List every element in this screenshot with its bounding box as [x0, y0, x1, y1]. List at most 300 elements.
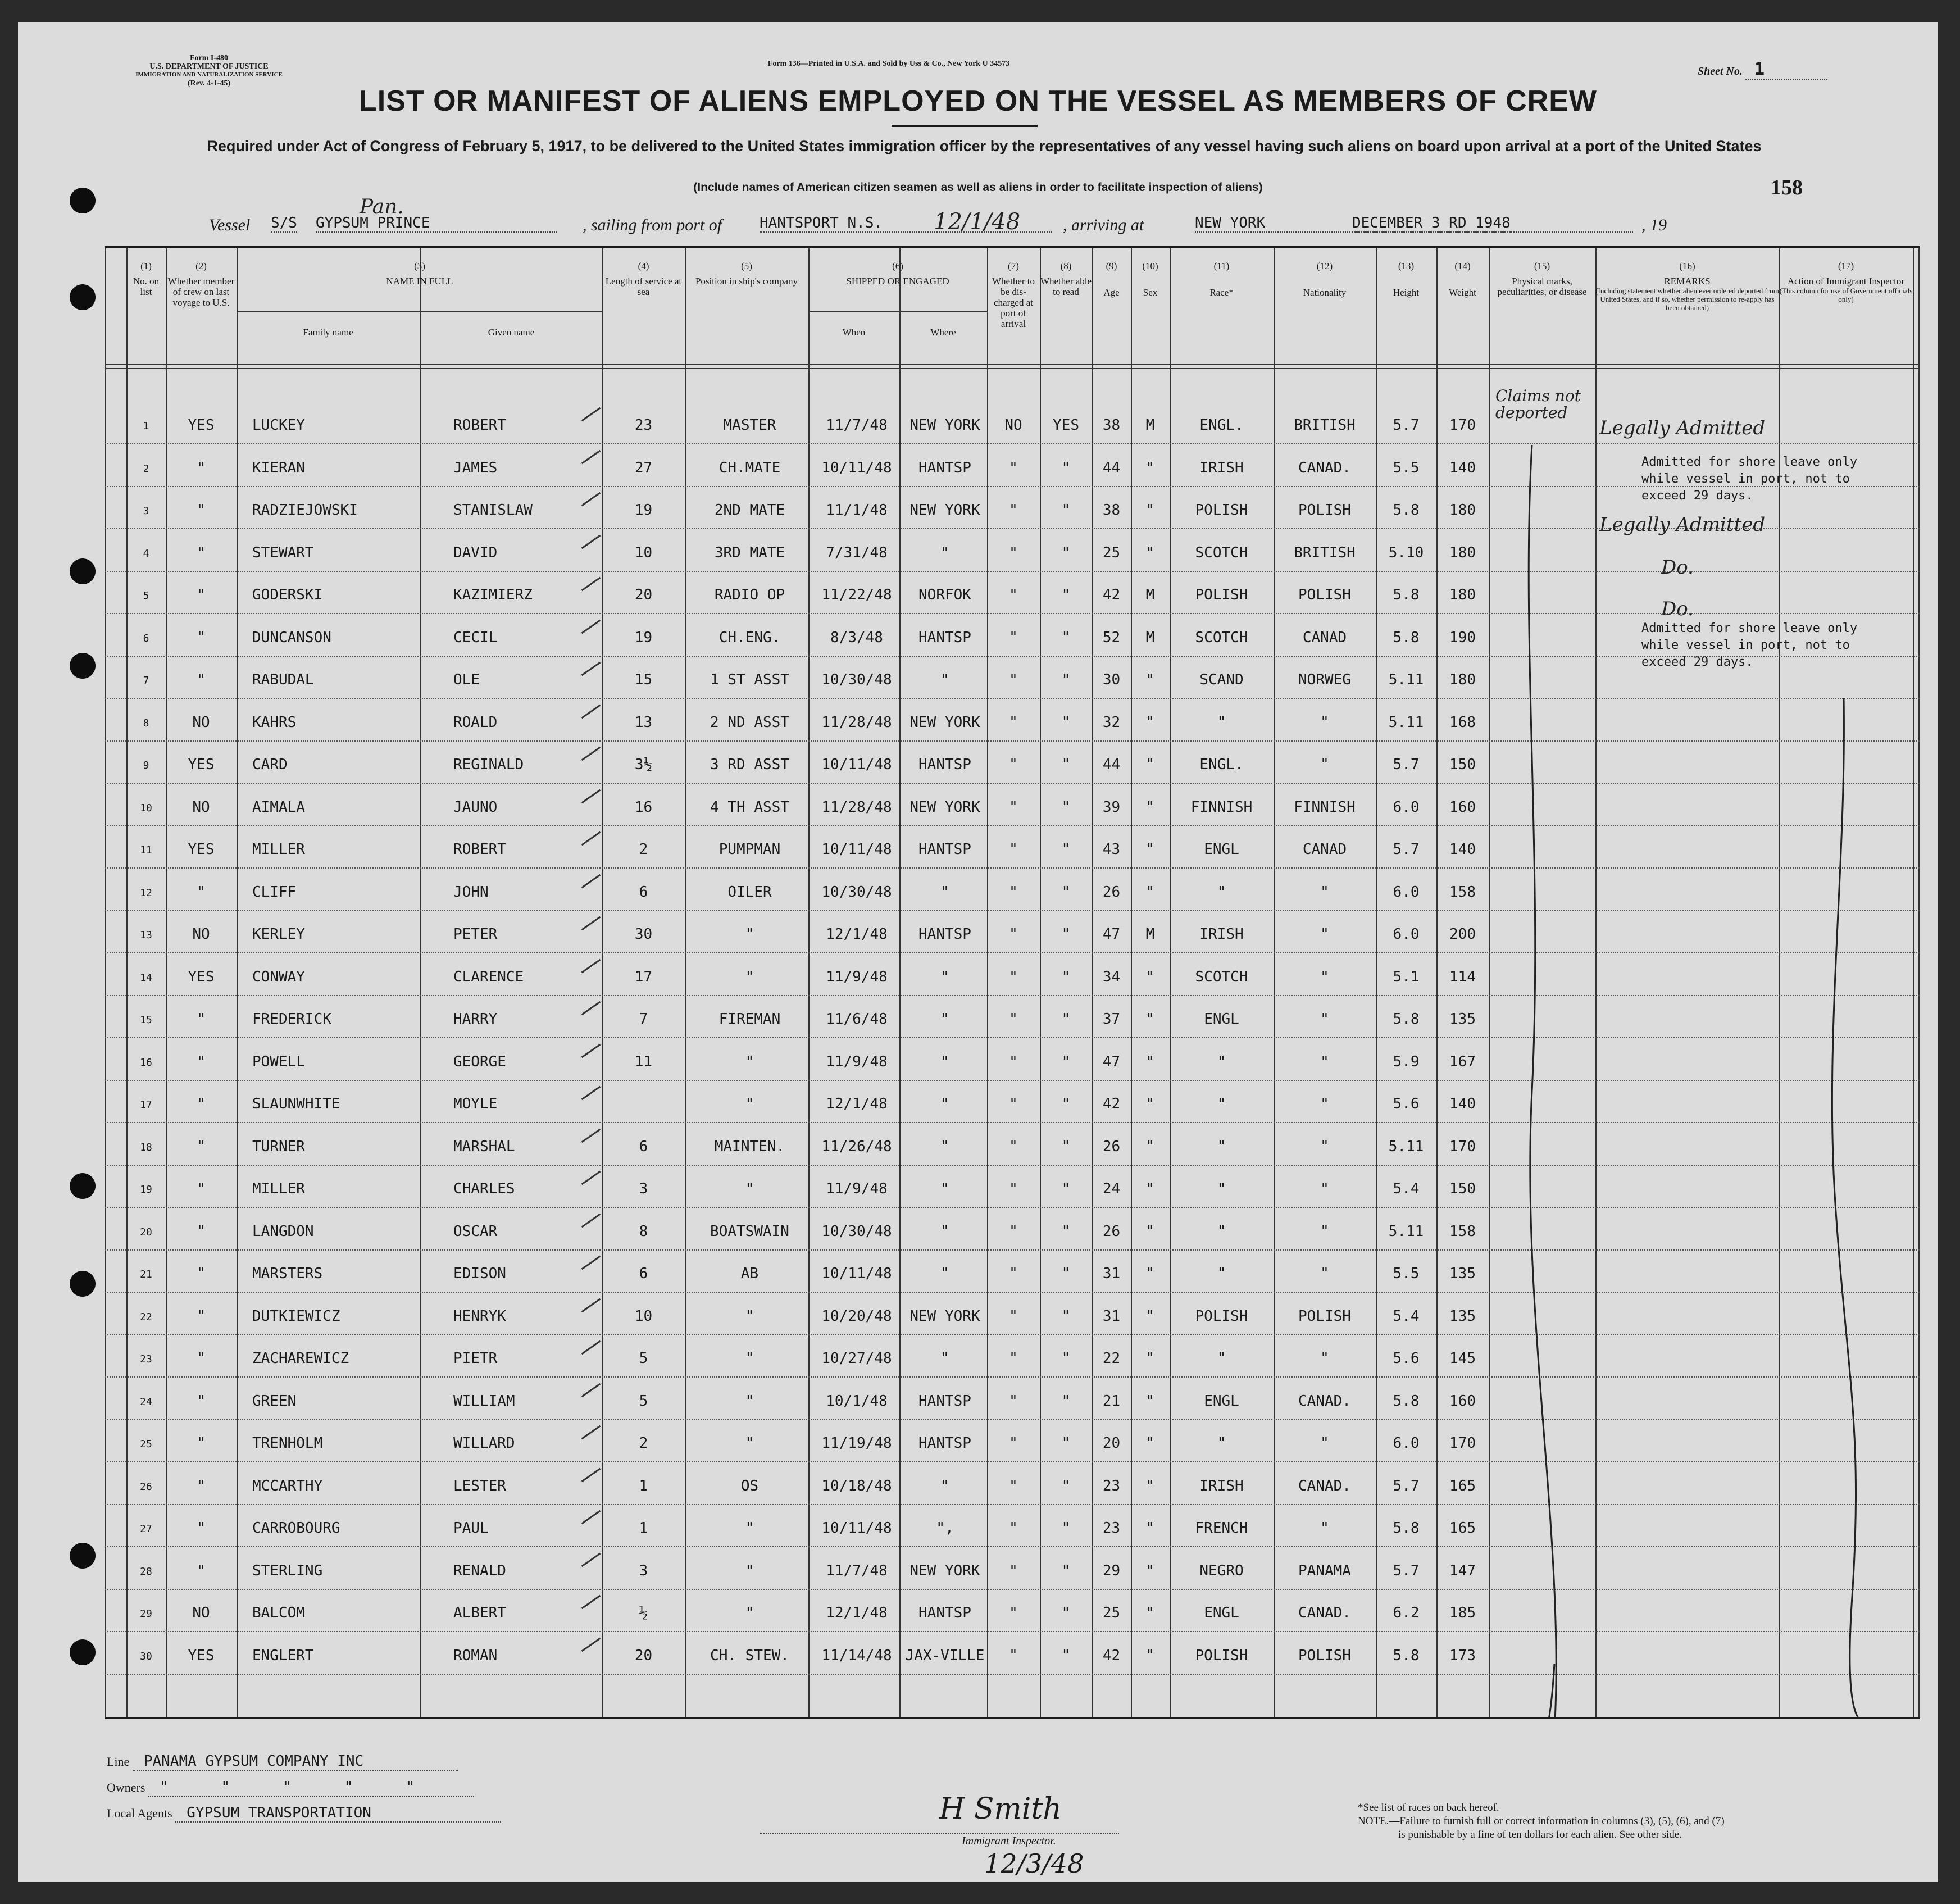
- form-subtitle: Required under Act of Congress of February 5, 1917, to be delivered to the United States immigration officer by the representatives of any vessel having such aliens on board upon arrival at a port of the United States: [207, 138, 1762, 154]
- cell-shipped-where: ": [940, 1096, 949, 1112]
- table-row: [105, 1547, 1920, 1590]
- cell-nationality: BRITISH: [1294, 417, 1356, 434]
- cell-able-to-read: ": [1061, 798, 1071, 816]
- cell-age: 47: [1102, 926, 1121, 943]
- table-row: [105, 1165, 1920, 1208]
- cell-family-name: ENGLERT: [252, 1647, 314, 1664]
- punch-hole: [70, 284, 96, 310]
- cell-discharge: ": [1009, 1605, 1018, 1621]
- cell-row-number: 3: [143, 505, 149, 517]
- table-row: [105, 698, 1920, 742]
- cell-nationality: ": [1320, 1350, 1329, 1367]
- cell-height: 5.9: [1393, 1053, 1420, 1070]
- cell-position: 3RD MATE: [714, 544, 785, 561]
- cell-weight: 180: [1449, 587, 1476, 603]
- cell-able-to-read: ": [1061, 756, 1071, 773]
- cell-height: 6.0: [1393, 798, 1420, 816]
- cell-shipped-when: 10/30/48: [821, 671, 892, 688]
- cell-age: 43: [1102, 841, 1121, 858]
- vessel-name: GYPSUM PRINCE: [316, 215, 557, 233]
- cell-family-name: KIERAN: [252, 459, 305, 476]
- cell-able-to-read: ": [1061, 1138, 1071, 1155]
- cell-position: ": [745, 1350, 754, 1367]
- cell-weight: 140: [1449, 459, 1476, 476]
- cell-sex: ": [1145, 1223, 1155, 1240]
- cell-shipped-when: 11/7/48: [826, 1562, 888, 1579]
- punch-hole: [70, 1543, 96, 1569]
- cell-able-to-read: ": [1061, 1562, 1071, 1579]
- cell-service-years: 20: [634, 587, 653, 603]
- cell-position: 4 TH ASST: [710, 798, 789, 816]
- cell-shipped-where: ",: [936, 1520, 954, 1537]
- cell-race: FINNISH: [1190, 798, 1253, 816]
- cell-race: POLISH: [1195, 1307, 1248, 1325]
- cell-age: 32: [1102, 714, 1121, 731]
- cell-shipped-when: 11/22/48: [821, 587, 892, 603]
- cell-family-name: GREEN: [252, 1392, 297, 1410]
- cell-able-to-read: ": [1061, 714, 1071, 731]
- cell-family-name: TRENHOLM: [252, 1435, 323, 1452]
- cell-sex: M: [1145, 417, 1155, 434]
- cell-sex: ": [1145, 1562, 1155, 1579]
- table-row: [105, 1292, 1920, 1335]
- cell-sex: ": [1145, 883, 1155, 901]
- cell-prev-voyage: ": [197, 1180, 206, 1197]
- cell-shipped-when: 12/1/48: [826, 926, 888, 943]
- cell-discharge: ": [1009, 1392, 1018, 1410]
- cell-row-number: 23: [140, 1353, 152, 1365]
- cell-height: 5.7: [1393, 756, 1420, 773]
- cell-prev-voyage: NO: [192, 926, 210, 943]
- manifest-page: [18, 22, 1938, 1882]
- cell-shipped-where: NEW YORK: [909, 1307, 980, 1325]
- cell-nationality: CANAD.: [1298, 1605, 1351, 1621]
- cell-prev-voyage: ": [197, 1435, 206, 1452]
- cell-race: SCOTCH: [1195, 544, 1248, 561]
- cell-race: ENGL: [1204, 841, 1239, 858]
- cell-weight: 180: [1449, 502, 1476, 519]
- cell-shipped-when: 7/31/48: [826, 544, 888, 561]
- table-row: [105, 783, 1920, 826]
- cell-able-to-read: ": [1061, 926, 1071, 943]
- cell-discharge: ": [1009, 1307, 1018, 1325]
- cell-height: 5.8: [1393, 587, 1420, 603]
- arrival-date: DECEMBER 3 RD 1948: [1352, 215, 1511, 231]
- cell-service-years: 13: [634, 714, 653, 731]
- cell-service-years: 5: [639, 1392, 648, 1410]
- arrival-port: NEW YORK: [1195, 215, 1633, 233]
- cell-given-name: GEORGE: [453, 1053, 506, 1070]
- cell-discharge: ": [1009, 1520, 1018, 1537]
- cell-prev-voyage: YES: [188, 841, 215, 858]
- cell-family-name: RABUDAL: [252, 671, 314, 688]
- sheet-value: 1: [1745, 60, 1827, 80]
- shore-leave-note: Admitted for shore leave only while vessel in port, not to exceed 29 days.: [1641, 621, 1858, 669]
- cell-able-to-read: ": [1061, 1435, 1071, 1452]
- cell-discharge: ": [1009, 1180, 1018, 1197]
- form-identifier: [102, 54, 316, 88]
- cell-age: 21: [1102, 1392, 1121, 1410]
- cell-nationality: CANAD: [1302, 841, 1347, 858]
- cell-race: SCAND: [1199, 671, 1244, 688]
- cell-sex: ": [1145, 1307, 1155, 1325]
- cell-shipped-when: 10/30/48: [821, 883, 892, 901]
- cell-service-years: 6: [639, 1138, 648, 1155]
- cell-age: 47: [1102, 1053, 1121, 1070]
- cell-height: 5.4: [1393, 1307, 1420, 1325]
- cell-race: IRISH: [1199, 459, 1244, 476]
- cell-service-years: 20: [634, 1647, 653, 1664]
- cell-shipped-when: 11/19/48: [821, 1435, 892, 1452]
- cell-shipped-when: 11/6/48: [826, 1011, 888, 1028]
- cell-discharge: ": [1009, 1053, 1018, 1070]
- cell-shipped-when: 12/1/48: [826, 1605, 888, 1621]
- cell-prev-voyage: ": [197, 587, 206, 603]
- cell-discharge: ": [1009, 1647, 1018, 1664]
- table-row: [105, 1462, 1920, 1505]
- cell-prev-voyage: ": [197, 1307, 206, 1325]
- cell-service-years: 2: [639, 1435, 648, 1452]
- cell-prev-voyage: YES: [188, 1647, 215, 1664]
- cell-position: CH.MATE: [718, 459, 781, 476]
- cell-weight: 200: [1449, 926, 1476, 943]
- cell-family-name: SLAUNWHITE: [252, 1096, 340, 1112]
- cell-race: ": [1217, 1435, 1226, 1452]
- cell-family-name: MILLER: [252, 1180, 305, 1197]
- cell-family-name: KERLEY: [252, 926, 305, 943]
- footnote-races: *See list of races on back hereof.: [1358, 1802, 1499, 1814]
- cell-discharge: ": [1009, 926, 1018, 943]
- cell-row-number: 11: [140, 844, 152, 856]
- cell-given-name: PIETR: [453, 1350, 498, 1367]
- cell-shipped-where: ": [940, 968, 949, 985]
- cell-sex: ": [1145, 1520, 1155, 1537]
- cell-family-name: LUCKEY: [252, 417, 305, 434]
- cell-position: BOATSWAIN: [710, 1223, 789, 1240]
- cell-height: 5.7: [1393, 1477, 1420, 1494]
- cell-weight: 180: [1449, 544, 1476, 561]
- cell-position: OS: [740, 1477, 759, 1494]
- cell-prev-voyage: ": [197, 1053, 206, 1070]
- cell-age: 34: [1102, 968, 1121, 985]
- sailing-port: HANTSPORT N.S.: [760, 215, 1052, 233]
- cell-shipped-where: ": [940, 1223, 949, 1240]
- cell-prev-voyage: YES: [188, 417, 215, 434]
- cell-height: 5.4: [1393, 1180, 1420, 1197]
- cell-shipped-when: 10/11/48: [821, 459, 892, 476]
- header-prev-voyage: (2) Whether member of crew on last voyage to U.S.: [167, 261, 235, 308]
- cell-service-years: 3: [639, 1180, 648, 1197]
- cell-family-name: GODERSKI: [252, 587, 323, 603]
- cell-height: 5.5: [1393, 1265, 1420, 1282]
- line-label: Line: [107, 1755, 130, 1769]
- header-no: (1) No. on list: [133, 261, 160, 297]
- cell-service-years: 7: [639, 1011, 648, 1028]
- cell-weight: 165: [1449, 1520, 1476, 1537]
- cell-prev-voyage: ": [197, 502, 206, 519]
- cell-given-name: JAMES: [453, 459, 498, 476]
- cell-race: SCOTCH: [1195, 629, 1248, 646]
- cell-able-to-read: ": [1061, 1096, 1071, 1112]
- cell-service-years: 30: [634, 926, 653, 943]
- cell-able-to-read: ": [1061, 1520, 1071, 1537]
- cell-nationality: BRITISH: [1294, 544, 1356, 561]
- cell-discharge: ": [1009, 883, 1018, 901]
- ditto-note: Do.: [1661, 556, 1694, 579]
- signature-line: [760, 1833, 1119, 1834]
- cell-given-name: KAZIMIERZ: [453, 587, 533, 603]
- cell-race: ENGL.: [1199, 417, 1244, 434]
- cell-service-years: 6: [639, 883, 648, 901]
- cell-age: 31: [1102, 1307, 1121, 1325]
- cell-discharge: ": [1009, 1350, 1018, 1367]
- cell-shipped-where: JAX-VILLE: [905, 1647, 985, 1664]
- cell-row-number: 28: [140, 1565, 152, 1578]
- cell-nationality: ": [1320, 1223, 1329, 1240]
- cell-given-name: RENALD: [453, 1562, 506, 1579]
- cell-race: ": [1217, 714, 1226, 731]
- cell-position: ": [745, 1392, 754, 1410]
- cell-race: NEGRO: [1199, 1562, 1244, 1579]
- cell-race: ": [1217, 1265, 1226, 1282]
- page-title: LIST OR MANIFEST OF ALIENS EMPLOYED ON THE VESSEL AS MEMBERS OF CREW: [359, 85, 1597, 117]
- cell-shipped-where: HANTSP: [918, 629, 971, 646]
- cell-sex: ": [1145, 1265, 1155, 1282]
- cell-prev-voyage: ": [197, 1138, 206, 1155]
- cell-race: ENGL: [1204, 1011, 1239, 1028]
- cell-height: 5.8: [1393, 1392, 1420, 1410]
- cell-nationality: POLISH: [1298, 587, 1351, 603]
- cell-discharge: ": [1009, 798, 1018, 816]
- cell-prev-voyage: NO: [192, 1605, 210, 1621]
- cell-discharge: ": [1009, 756, 1018, 773]
- cell-nationality: ": [1320, 1435, 1329, 1452]
- header-height: (13) Height: [1393, 261, 1420, 298]
- cell-weight: 170: [1449, 1435, 1476, 1452]
- cell-position: 2ND MATE: [714, 502, 785, 519]
- header-family-name: Family name: [303, 327, 353, 338]
- cell-age: 42: [1102, 1096, 1121, 1112]
- cell-shipped-where: NEW YORK: [909, 798, 980, 816]
- printer-line: Form 136—Printed in U.S.A. and Sold by Uss & Co., New York U 34573: [767, 60, 1010, 68]
- cell-sex: ": [1145, 459, 1155, 476]
- vessel-label: Vessel: [209, 216, 251, 234]
- cell-weight: 160: [1449, 798, 1476, 816]
- cell-nationality: ": [1320, 1096, 1329, 1112]
- cell-shipped-where: HANTSP: [918, 1435, 971, 1452]
- cell-weight: 150: [1449, 1180, 1476, 1197]
- cell-given-name: CLARENCE: [453, 968, 524, 985]
- cell-weight: 140: [1449, 841, 1476, 858]
- cell-family-name: TURNER: [252, 1138, 305, 1155]
- cell-family-name: LANGDON: [252, 1223, 314, 1240]
- cell-weight: 158: [1449, 883, 1476, 901]
- header-service: (4) Length of service at sea: [605, 261, 682, 297]
- cell-given-name: MARSHAL: [453, 1138, 515, 1155]
- cell-prev-voyage: ": [197, 883, 206, 901]
- cell-race: ENGL: [1204, 1392, 1239, 1410]
- cell-nationality: ": [1320, 1138, 1329, 1155]
- cell-weight: 165: [1449, 1477, 1476, 1494]
- cell-shipped-where: NEW YORK: [909, 714, 980, 731]
- cell-nationality: CANAD.: [1298, 1392, 1351, 1410]
- cell-discharge: ": [1009, 1265, 1018, 1282]
- cell-prev-voyage: ": [197, 1477, 206, 1494]
- cell-nationality: NORWEG: [1298, 671, 1351, 688]
- cell-given-name: WILLARD: [453, 1435, 515, 1452]
- cell-shipped-where: NORFOK: [918, 587, 971, 603]
- cell-given-name: DAVID: [453, 544, 498, 561]
- cell-able-to-read: ": [1061, 1392, 1071, 1410]
- cell-family-name: POWELL: [252, 1053, 305, 1070]
- cell-able-to-read: ": [1061, 671, 1071, 688]
- cell-discharge: ": [1009, 1562, 1018, 1579]
- cell-discharge: ": [1009, 1138, 1018, 1155]
- corner-number: 158: [1771, 176, 1803, 199]
- cell-nationality: ": [1320, 926, 1329, 943]
- cell-nationality: POLISH: [1298, 502, 1351, 519]
- table-row: [105, 1419, 1920, 1462]
- cell-age: 52: [1102, 629, 1121, 646]
- cell-nationality: PANAMA: [1298, 1562, 1351, 1579]
- cell-able-to-read: ": [1061, 1647, 1071, 1664]
- footnote-fine: is punishable by a fine of ten dollars for each alien. See other side.: [1398, 1829, 1682, 1841]
- cell-prev-voyage: YES: [188, 968, 215, 985]
- cell-shipped-where: ": [940, 1053, 949, 1070]
- cell-sex: ": [1145, 671, 1155, 688]
- table-row: [105, 868, 1920, 911]
- cell-weight: 140: [1449, 1096, 1476, 1112]
- header-action: (17) Action of Immigrant Inspector (This column for use of Government officials only): [1779, 261, 1913, 303]
- cell-given-name: JOHN: [453, 883, 489, 901]
- cell-race: IRISH: [1199, 926, 1244, 943]
- cell-race: FRENCH: [1195, 1520, 1248, 1537]
- physical-marks-note: Claims not deported: [1495, 387, 1581, 422]
- cell-shipped-where: ": [940, 1350, 949, 1367]
- cell-row-number: 13: [140, 929, 152, 941]
- cell-shipped-when: 11/26/48: [821, 1138, 892, 1155]
- cell-age: 39: [1102, 798, 1121, 816]
- cell-given-name: ROBERT: [453, 417, 506, 434]
- cell-weight: 185: [1449, 1605, 1476, 1621]
- cell-shipped-when: 11/9/48: [826, 1053, 888, 1070]
- cell-height: 5.8: [1393, 1647, 1420, 1664]
- table-row: [105, 1632, 1920, 1675]
- cell-position: CH. STEW.: [710, 1647, 789, 1664]
- cell-height: 5.6: [1393, 1350, 1420, 1367]
- cell-family-name: ZACHAREWICZ: [252, 1350, 349, 1367]
- table-row: [105, 1038, 1920, 1081]
- cell-row-number: 2: [143, 462, 149, 475]
- cell-shipped-where: ": [940, 1011, 949, 1028]
- cell-height: 6.0: [1393, 1435, 1420, 1452]
- cell-weight: 135: [1449, 1011, 1476, 1028]
- cell-family-name: MARSTERS: [252, 1265, 323, 1282]
- cell-family-name: DUNCANSON: [252, 629, 331, 646]
- cell-sex: ": [1145, 1180, 1155, 1197]
- cell-age: 25: [1102, 544, 1121, 561]
- cell-shipped-when: 10/11/48: [821, 756, 892, 773]
- cell-row-number: 29: [140, 1608, 152, 1620]
- table-row: [105, 571, 1920, 614]
- form-revision: (Rev. 4-1-45): [187, 79, 231, 88]
- cell-service-years: 17: [634, 968, 653, 985]
- cell-given-name: OLE: [453, 671, 480, 688]
- cell-service-years: ½: [639, 1605, 648, 1621]
- cell-shipped-when: 11/9/48: [826, 1180, 888, 1197]
- cell-age: 26: [1102, 1138, 1121, 1155]
- cell-shipped-where: ": [940, 883, 949, 901]
- cell-able-to-read: ": [1061, 1223, 1071, 1240]
- cell-service-years: 27: [634, 459, 653, 476]
- cell-able-to-read: ": [1061, 544, 1071, 561]
- header-read: (8) Whether able to read: [1040, 261, 1092, 297]
- cell-age: 38: [1102, 502, 1121, 519]
- legally-admitted-note: Legally Admitted: [1599, 514, 1766, 536]
- cell-race: SCOTCH: [1195, 968, 1248, 985]
- cell-row-number: 4: [143, 547, 149, 560]
- cell-age: 44: [1102, 459, 1121, 476]
- cell-prev-voyage: YES: [188, 756, 215, 773]
- cell-family-name: MCCARTHY: [252, 1477, 323, 1494]
- cell-able-to-read: ": [1061, 1605, 1071, 1621]
- cell-row-number: 15: [140, 1014, 152, 1026]
- table-row: [105, 953, 1920, 996]
- cell-row-number: 20: [140, 1226, 152, 1238]
- cell-prev-voyage: ": [197, 1096, 206, 1112]
- cell-age: 20: [1102, 1435, 1121, 1452]
- cell-family-name: STEWART: [252, 544, 314, 561]
- cell-given-name: MOYLE: [453, 1096, 498, 1112]
- table-row: [105, 995, 1920, 1038]
- cell-age: 26: [1102, 1223, 1121, 1240]
- cell-discharge: ": [1009, 1477, 1018, 1494]
- cell-row-number: 17: [140, 1099, 152, 1111]
- cell-family-name: CARROBOURG: [252, 1520, 340, 1537]
- cell-race: ": [1217, 1350, 1226, 1367]
- cell-shipped-where: ": [940, 1265, 949, 1282]
- cell-able-to-read: ": [1061, 587, 1071, 603]
- cell-row-number: 24: [140, 1396, 152, 1408]
- cell-height: 5.5: [1393, 459, 1420, 476]
- cell-service-years: 23: [634, 417, 653, 434]
- cell-service-years: 15: [634, 671, 653, 688]
- cell-race: ": [1217, 1053, 1226, 1070]
- footnote-note: NOTE.—Failure to furnish full or correct information in columns (3), (5), (6), and (7): [1358, 1815, 1725, 1827]
- cell-row-number: 5: [143, 590, 149, 602]
- year-label: , 19: [1641, 216, 1667, 234]
- cell-shipped-when: 10/11/48: [821, 1520, 892, 1537]
- header-given-name: Given name: [488, 327, 535, 338]
- cell-service-years: 19: [634, 629, 653, 646]
- cell-sex: ": [1145, 1053, 1155, 1070]
- header-nationality: (12) Nationality: [1303, 261, 1347, 298]
- cell-able-to-read: ": [1061, 629, 1071, 646]
- cell-nationality: POLISH: [1298, 1647, 1351, 1664]
- cell-sex: M: [1145, 587, 1155, 603]
- cell-prev-voyage: ": [197, 1011, 206, 1028]
- cell-given-name: CHARLES: [453, 1180, 515, 1197]
- cell-weight: 190: [1449, 629, 1476, 646]
- cell-sex: M: [1145, 926, 1155, 943]
- cell-shipped-when: 12/1/48: [826, 1096, 888, 1112]
- cell-age: 29: [1102, 1562, 1121, 1579]
- cell-height: 5.8: [1393, 1520, 1420, 1537]
- cell-row-number: 27: [140, 1523, 152, 1535]
- cell-discharge: ": [1009, 968, 1018, 985]
- cell-race: ": [1217, 1138, 1226, 1155]
- cell-position: MASTER: [723, 417, 776, 434]
